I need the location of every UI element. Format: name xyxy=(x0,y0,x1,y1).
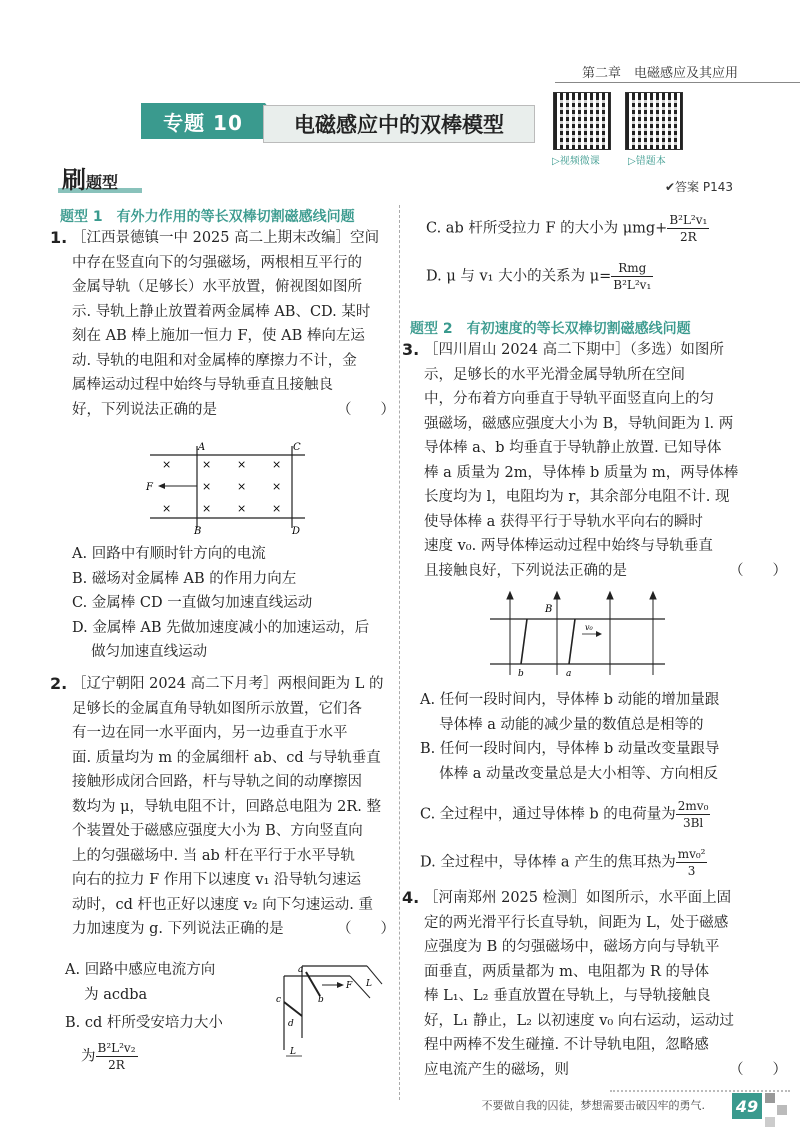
q4-line: ［河南郑州 2025 检测］如图所示，水平面上固 xyxy=(424,890,732,906)
q3-option-d-text: D. 全过程中，导体棒 a 产生的焦耳热为 xyxy=(420,854,676,871)
q3-option-d[interactable] xyxy=(420,846,795,879)
q2-line: ［辽宁朝阳 2024 高二下月考］两根间距为 L 的 xyxy=(72,676,384,692)
label-D: D xyxy=(292,526,301,537)
q1-option-c[interactable]: C. 金属棒 CD 一直做匀加速直线运动 xyxy=(72,595,313,611)
q3-options-ab xyxy=(420,688,795,786)
section-heading-2: 题型 2 有初速度的等长双棒切割磁感线问题 xyxy=(410,321,691,337)
fraction-denominator: 3 xyxy=(687,864,696,878)
question-2 xyxy=(50,672,395,942)
q1-line: ［江西景德镇一中 2025 高二上期末改编］空间 xyxy=(72,230,380,246)
q4-line: 面垂直，两质量都为 m、电阻都为 R 的导体 xyxy=(424,963,709,980)
q2-option-b-value xyxy=(65,1040,265,1073)
question-4 xyxy=(402,886,787,1082)
figure-3-diagram xyxy=(485,590,670,680)
q1-line: 中存在竖直向下的匀强磁场，两根相互平行的 xyxy=(72,254,362,271)
q4-line: 好，L₁ 静止，L₂ 以初速度 v₀ 向右运动，运动过 xyxy=(424,1012,734,1029)
q3-option-b[interactable]: B. 任何一段时间内，导体棒 b 动量改变量跟导 xyxy=(420,741,720,757)
page-number: 49 xyxy=(732,1093,762,1119)
q3-line: 中，分布着方向垂直于导轨平面竖直向上的匀 xyxy=(424,391,714,407)
field-cross-mark: × xyxy=(202,502,212,515)
field-cross-mark: × xyxy=(237,502,247,515)
topic-title: 电磁感应中的双棒模型 xyxy=(263,105,535,143)
label-b: b xyxy=(318,995,324,1005)
section-heading-1: 题型 1 有外力作用的等长双棒切割磁感线问题 xyxy=(60,209,355,225)
label-B: B xyxy=(545,604,553,615)
q1-line: 动. 导轨的电阻和对金属棒的摩擦力不计，金 xyxy=(72,352,357,369)
field-cross-mark: × xyxy=(272,458,282,471)
q2-line: 有一边在同一水平面内，另一边垂直于水平 xyxy=(72,725,348,741)
fraction-numerator: B²L²v₂ xyxy=(97,1040,136,1055)
q3-line: 且接触良好，下列说法正确的是 xyxy=(424,562,627,579)
q2-answer-bracket[interactable]: （ ） xyxy=(337,921,395,937)
label-a: a xyxy=(566,669,572,679)
q1-line: 刻在 AB 棒上施加一恒力 F，使 AB 棒向左运 xyxy=(72,328,365,344)
q3-answer-bracket[interactable]: （ ） xyxy=(729,562,787,579)
label-L: L xyxy=(366,979,372,989)
q1-number: 1. xyxy=(50,228,68,247)
q3-line: 强磁场，磁感应强度大小为 B，导轨间距为 l. 两 xyxy=(424,415,734,432)
qr-label-mistakes: ▷错题本 xyxy=(628,156,666,167)
label-d: d xyxy=(288,1019,294,1029)
q2-line: 个装置处于磁感应强度大小为 B、方向竖直向 xyxy=(72,823,363,839)
q2-line: 力加速度为 g. 下列说法正确的是 xyxy=(72,921,284,937)
q1-option-b[interactable]: B. 磁场对金属棒 AB 的作用力向左 xyxy=(72,570,297,587)
label-b: b xyxy=(518,669,524,679)
q4-line: 应电流产生的磁场，则 xyxy=(424,1061,569,1078)
fraction-numerator: Rmg xyxy=(611,260,653,277)
q2-line: 向右的拉力 F 作用下以速度 v₁ 沿导轨匀速运 xyxy=(72,872,362,888)
label-C: C xyxy=(293,442,301,453)
figure-2-diagram xyxy=(262,958,387,1063)
figure-1-diagram xyxy=(140,438,310,538)
label-c: c xyxy=(276,995,282,1005)
q4-line: 程中两棒不发生碰撞. 不计导轨电阻，忽略感 xyxy=(424,1037,709,1053)
field-cross-mark: × xyxy=(237,458,247,471)
q1-option-d[interactable]: D. 金属棒 AB 先做加速度减小的加速运动，后 xyxy=(72,619,370,636)
q3-line: 速度 v₀. 两导体棒运动过程中始终与导轨垂直 xyxy=(424,538,713,554)
qr-code-mistakes[interactable] xyxy=(625,92,683,150)
topic-label: 专题 10 xyxy=(141,103,265,139)
fraction-denominator: 2R xyxy=(108,1057,125,1072)
q2-line: 接触形成闭合回路，杆与导轨之间的动摩擦因 xyxy=(72,774,362,790)
q1-options xyxy=(72,542,397,665)
decor-square xyxy=(777,1105,787,1115)
q3-line: ［四川眉山 2024 高二下期中］（多选）如图所 xyxy=(424,342,724,358)
banner-big: 刷 xyxy=(62,166,86,194)
q2-line: 数均为 μ，导轨电阻不计，回路总电阻为 2R. 整 xyxy=(72,798,382,815)
q1-line: 好，下列说法正确的是 xyxy=(72,401,217,418)
q2-number: 2. xyxy=(50,674,68,693)
q2-option-c[interactable] xyxy=(426,212,786,245)
field-cross-mark: × xyxy=(202,458,212,471)
q3-line: 长度均为 l，电阻均为 r，其余部分电阻不计. 现 xyxy=(424,489,730,505)
fraction-denominator: B²L²v₁ xyxy=(613,278,652,292)
fraction-denominator: 3Bl xyxy=(682,816,704,830)
q1-line: 属棒运动过程中始终与导轨垂直且接触良 xyxy=(72,377,333,393)
chapter-heading: 第二章 电磁感应及其应用 xyxy=(581,66,738,81)
decor-square xyxy=(765,1117,775,1127)
label-F: F xyxy=(346,981,353,991)
label-a: a xyxy=(298,965,304,975)
q3-line: 导体棒 a、b 均垂直于导轨静止放置. 已知导体 xyxy=(424,440,722,456)
question-3 xyxy=(402,338,787,583)
column-divider xyxy=(399,205,400,1100)
answer-reference[interactable]: ✔答案 P143 xyxy=(665,180,734,194)
fraction-numerator: mv₀² xyxy=(677,847,706,861)
q2-options-left xyxy=(65,958,265,1073)
field-cross-mark: × xyxy=(162,458,172,471)
q4-line: 应强度为 B 的匀强磁场中，磁场方向与导轨平 xyxy=(424,939,720,955)
q3-option-a[interactable]: A. 任何一段时间内，导体棒 b 动能的增加量跟 xyxy=(420,692,720,708)
q3-option-c-text: C. 全过程中，通过导体棒 b 的电荷量为 xyxy=(420,806,676,823)
fraction-denominator: 2R xyxy=(679,230,697,244)
q3-line: 棒 a 质量为 2m，导体棒 b 质量为 m，两导体棒 xyxy=(424,464,739,481)
fraction-numerator: B²L²v₁ xyxy=(669,213,708,227)
q3-option-a-cont: 导体棒 a 动能的减少量的数值总是相等的 xyxy=(420,716,704,733)
q3-option-b-cont: 体棒 a 动量改变量总是大小相等、方向相反 xyxy=(420,765,718,782)
field-cross-mark: × xyxy=(237,480,247,493)
field-cross-mark: × xyxy=(272,480,282,493)
q2-line: 面. 质量均为 m 的金属细杆 ab、cd 与导轨垂直 xyxy=(72,749,381,766)
banner-small: 题型 xyxy=(86,173,119,192)
q4-answer-bracket[interactable]: （ ） xyxy=(729,1061,787,1078)
q2-line: 上的匀强磁场中. 当 ab 杆在平行于水平导轨 xyxy=(72,847,355,864)
label-v0: v₀ xyxy=(585,623,593,632)
q4-line: 定的两光滑平行长直导轨，间距为 L，处于磁感 xyxy=(424,914,729,931)
q2-option-b-prefix: 为 xyxy=(81,1048,96,1064)
label-L: L xyxy=(290,1047,296,1057)
q3-line: 使导体棒 a 获得平行于导轨水平向右的瞬时 xyxy=(424,513,703,530)
footer-dotted-line xyxy=(610,1090,790,1094)
q1-option-d-cont: 做匀加速直线运动 xyxy=(72,644,208,660)
q4-number: 4. xyxy=(402,888,420,907)
footer-quote: 不要做自我的囚徒，梦想需要击破囚牢的勇气. xyxy=(481,1099,705,1112)
q1-line: 示. 导轨上静止放置着两金属棒 AB、CD. 某时 xyxy=(72,303,371,320)
q2-line: 足够长的金属直角导轨如图所示放置，它们各 xyxy=(72,700,362,717)
label-A: A xyxy=(198,442,206,453)
section-banner xyxy=(62,160,118,195)
label-F: F xyxy=(146,482,153,493)
question-1 xyxy=(50,226,395,422)
label-B: B xyxy=(194,526,202,537)
field-cross-mark: × xyxy=(162,502,172,515)
fraction-numerator: 2mv₀ xyxy=(677,799,709,813)
field-cross-mark: × xyxy=(272,502,282,515)
q3-option-c[interactable] xyxy=(420,798,795,831)
q2-option-a-cont: 为 acdba xyxy=(65,986,148,1003)
qr-code-video[interactable] xyxy=(553,92,611,150)
q3-number: 3. xyxy=(402,340,420,359)
decor-square xyxy=(765,1093,775,1103)
qr-label-video: ▷视频微课 xyxy=(552,156,600,167)
q2-option-d[interactable] xyxy=(426,260,786,293)
q2-option-d-text: D. μ 与 v₁ 大小的关系为 μ= xyxy=(426,268,612,285)
q1-option-a[interactable]: A. 回路中有顺时针方向的电流 xyxy=(72,546,266,562)
field-cross-mark: × xyxy=(202,480,212,493)
q2-option-a[interactable]: A. 回路中感应电流方向 xyxy=(65,962,216,978)
q1-line: 金属导轨（足够长）水平放置，俯视图如图所 xyxy=(72,279,362,295)
q1-answer-bracket[interactable]: （ ） xyxy=(337,401,395,418)
q2-line: 动时，cd 杆也正好以速度 v₂ 向下匀速运动. 重 xyxy=(72,896,373,913)
q2-option-b[interactable]: B. cd 杆所受安培力大小 xyxy=(65,1015,223,1031)
q2-option-c-text: C. ab 杆所受拉力 F 的大小为 μmg+ xyxy=(426,220,668,237)
chapter-rule xyxy=(555,82,800,83)
q3-line: 示，足够长的水平光滑金属导轨所在空间 xyxy=(424,366,685,383)
q4-line: 棒 L₁、L₂ 垂直放置在导轨上，与导轨接触良 xyxy=(424,988,711,1004)
